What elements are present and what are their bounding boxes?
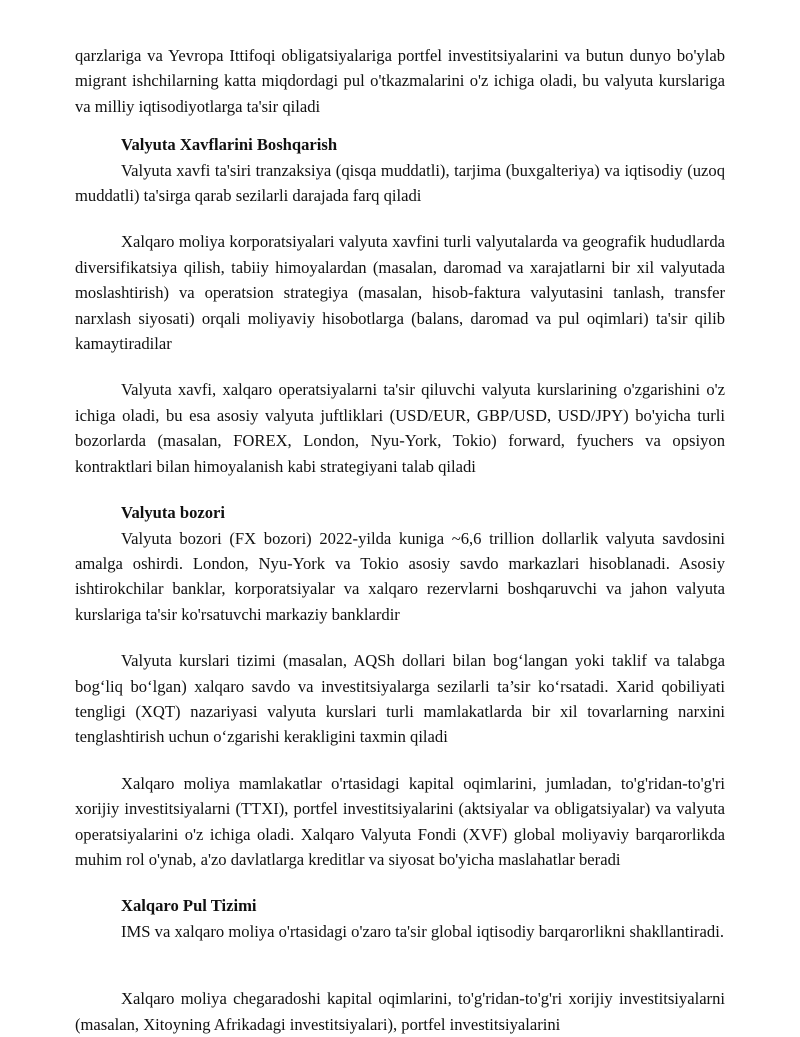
paragraph-fx-market: Valyuta bozori (FX bozori) 2022-yilda kuniga ~6,6 trillion dollarlik valyuta savdosini amalga oshirdi. London, Nyu-York va Tokio asosiy savdo markazlari hisoblanadi. Asosiy ishtirokchilar banklar, korporatsiyalar va xalqaro rezervlarni boshqaruvchi va jahon valyuta kurslariga ta'sir ko'rsatuvchi markaziy banklardir [75, 528, 725, 624]
document-page [75, 43, 725, 1037]
paragraph-currency-risk-strategy: Valyuta xavfi, xalqaro operatsiyalarni ta'sir qiluvchi valyuta kurslarining o'zgarishini o'z ichiga oladi, bu esa asosiy valyuta juftliklari (USD/EUR, GBP/USD, USD/JPY) bo'yicha turli bozorlarda (masalan, FOREX, London, Nyu-York, Tokio) forward, fyuchers va opsiyon kontraktlari bilan himoyalanish kabi strategiyani talab qiladi [75, 380, 725, 476]
paragraph-corporate-hedging: Xalqaro moliya korporatsiyalari valyuta xavfini turli valyutalarda va geografik hududlarda diversifikatsiya qilish, tabiiy himoyalardan (masalan, daromad va xarajatlarni bir xil valyutada moslashtirish) va operatsion strategiya (masalan, hisob-faktura valyutasini tanlash, transfer narxlash siyosati) orqali moliyaviy hisobotlarga (balans, daromad va pul oqimlari) ta'sir qilib kamaytiradilar [75, 232, 725, 354]
paragraph-continued: qarzlariga va Yevropa Ittifoqi obligatsiyalariga portfel investitsiyalarini va butun dunyo bo'ylab migrant ishchilarning katta miqdordagi pul o'tkazmalarini o'z ichiga oladi, bu valyuta kurslariga va milliy iqtisodiyotlarga ta'sir qiladi [75, 46, 725, 116]
heading-currency-risk-management: Valyuta Xavflarini Boshqarish [121, 135, 338, 155]
paragraph-capital-flows: Xalqaro moliya chegaradoshi kapital oqimlarini, to'g'ridan-to'g'ri xorijiy investitsiyalarni (masalan, Xitoyning Afrikadagi investitsiyalari), portfel investitsiyalarini [75, 989, 725, 1034]
paragraph-ims-interaction: IMS va xalqaro moliya o'rtasidagi o'zaro ta'sir global iqtisodiy barqarorlikni shakllantiradi. [121, 921, 724, 941]
paragraph-currency-risk-exposure: Valyuta xavfi ta'siri tranzaksiya (qisqa muddatli), tarjima (buxgalteriya) va iqtisodiy (uzoq muddatli) ta'sirga qarab sezilarli darajada farq qiladi [75, 160, 725, 206]
heading-international-monetary-system: Xalqaro Pul Tizimi [121, 896, 257, 916]
paragraph-exchange-rate-system: Valyuta kurslari tizimi (masalan, AQSh dollari bilan bog‘langan yoki taklif va talabga bog‘liq bo‘lgan) xalqaro savdo va investitsiyalarga sezilarli ta’sir ko‘rsatadi. Xarid qobiliyati tengligi (XQT) nazariyasi valyuta kurslari turli mamlakatlarda bir xil tovarlarning narxini tenglashtirish uchun o‘zgarishi kerakligini taxmin qiladi [75, 651, 725, 747]
paragraph-international-finance: Xalqaro moliya mamlakatlar o'rtasidagi kapital oqimlarini, jumladan, to'g'ridan-to'g'ri xorijiy investitsiyalarni (TTXI), portfel investitsiyalarini (aktsiyalar va obligatsiyalar) va valyuta operatsiyalarini o'z ichiga oladi. Xalqaro Valyuta Fondi (XVF) global moliyaviy barqarorlikda muhim rol o'ynab, a'zo davlatlarga kreditlar va siyosat bo'yicha maslahatlar beradi [75, 773, 725, 869]
heading-currency-market: Valyuta bozori [121, 503, 226, 523]
